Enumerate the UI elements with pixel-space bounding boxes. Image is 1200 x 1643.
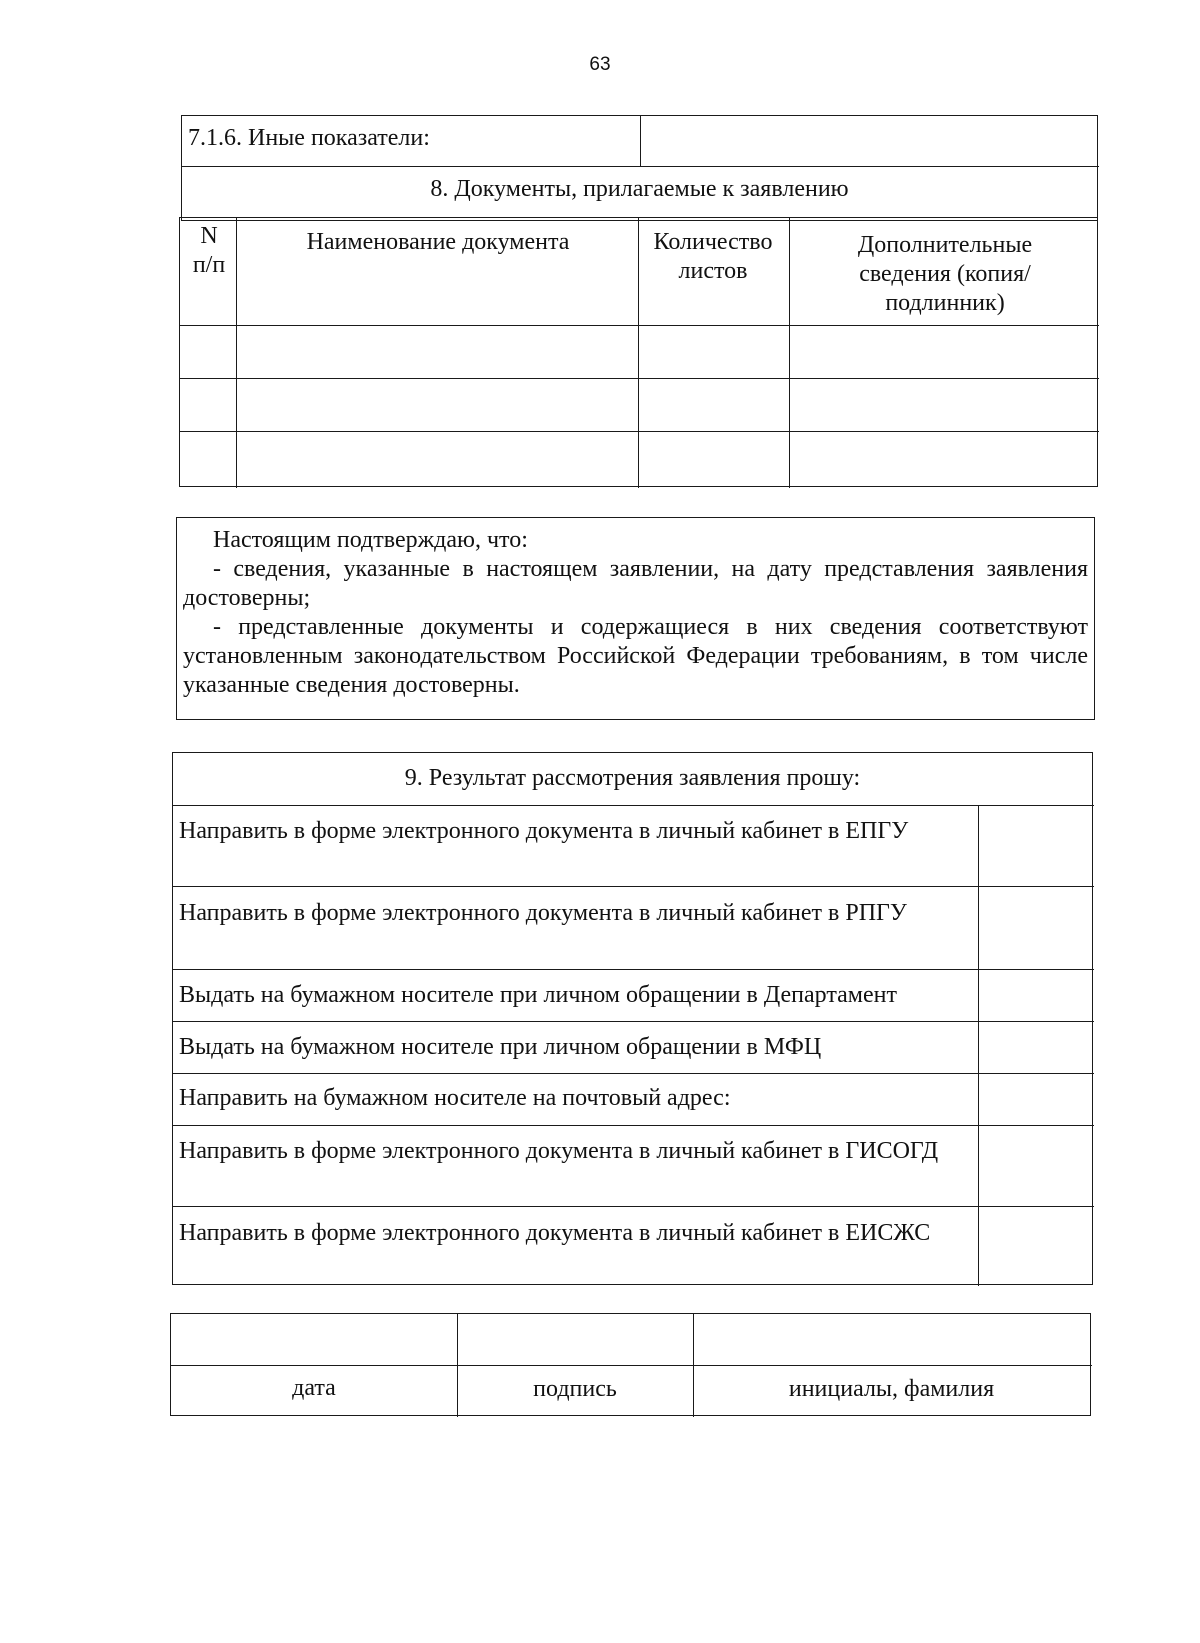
result-checkbox-rpgu[interactable] [980,888,1092,969]
confirmation-item-1: - сведения, указанные в настоящем заявлении, на дату представления заявления достоверны; [183,556,1088,611]
divider [173,1073,1094,1074]
divider [180,378,1099,379]
table-cell[interactable] [640,327,787,377]
result-option-postal: Направить на бумажном носителе на почтовый адрес: [179,1085,731,1111]
confirmation-box [176,517,1095,720]
result-option-eiszhs: Направить в форме электронного документа в личный кабинет в ЕИСЖС [179,1220,931,1246]
divider [182,166,1099,167]
table-cell[interactable] [182,433,234,486]
other-indicators-label: 7.1.6. Иные показатели: [188,125,430,151]
table-cell[interactable] [182,380,234,430]
signature-table [170,1313,1091,1416]
table-cell[interactable] [791,380,1097,430]
table-cell[interactable] [640,433,787,486]
divider [978,805,979,1286]
other-indicators-value[interactable] [646,116,1096,166]
other-indicators-table [181,115,1098,221]
divider [173,1021,1094,1022]
date-field[interactable] [173,1316,455,1364]
table-cell[interactable] [238,327,636,377]
divider [173,1125,1094,1126]
name-field[interactable] [696,1316,1090,1364]
table-cell[interactable] [791,327,1097,377]
divider [173,886,1094,887]
confirmation-item-2: - представленные документы и содержащиеся в них сведения соответствуют установленным законодательством Российской Федерации требованиям, в том числе указанные сведения достоверны. [183,614,1088,698]
table-cell[interactable] [182,327,234,377]
table-cell[interactable] [640,380,787,430]
result-option-department: Выдать на бумажном носителе при личном обращении в Департамент [179,982,897,1008]
signature-field[interactable] [460,1316,691,1364]
divider [171,1365,1092,1366]
page-number: 63 [589,54,611,75]
date-label: дата [292,1375,336,1401]
result-title: 9. Результат рассмотрения заявления прошу: [404,765,861,791]
table-cell[interactable] [238,433,636,486]
signature-label: подпись [533,1376,617,1402]
confirmation-intro: Настоящим подтверждаю, что: [213,527,528,553]
divider [789,218,790,488]
result-option-gisogd: Направить в форме электронного документа в личный кабинет в ГИСОГД [179,1138,939,1164]
divider [173,805,1094,806]
result-checkbox-postal[interactable] [980,1075,1092,1125]
table-cell[interactable] [238,380,636,430]
result-table [172,752,1093,1285]
column-header-sheet-count: Количество листов [653,229,773,284]
table-cell[interactable] [791,433,1097,486]
column-header-number: N п/п [192,223,226,278]
result-option-mfc: Выдать на бумажном носителе при личном обращении в МФЦ [179,1034,822,1060]
documents-table [179,217,1098,487]
result-checkbox-eiszhs[interactable] [980,1208,1092,1284]
divider [180,325,1099,326]
column-header-additional-info: Дополнительные сведения (копия/подлинник) [857,232,1033,316]
divider [640,116,641,166]
divider [180,431,1099,432]
column-header-document-name: Наименование документа [306,229,570,255]
confirmation-text [183,526,1088,700]
documents-title: 8. Документы, прилагаемые к заявлению [430,176,849,202]
result-checkbox-mfc[interactable] [980,1023,1092,1073]
divider [173,1206,1094,1207]
divider [236,218,237,488]
result-option-rpgu: Направить в форме электронного документа в личный кабинет в РПГУ [179,900,907,926]
result-checkbox-department[interactable] [980,971,1092,1021]
divider [173,969,1094,970]
name-label: инициалы, фамилия [788,1376,995,1402]
result-checkbox-gisogd[interactable] [980,1127,1092,1206]
result-option-epgu: Направить в форме электронного документа в личный кабинет в ЕПГУ [179,818,909,844]
result-checkbox-epgu[interactable] [980,807,1092,886]
divider [638,218,639,488]
